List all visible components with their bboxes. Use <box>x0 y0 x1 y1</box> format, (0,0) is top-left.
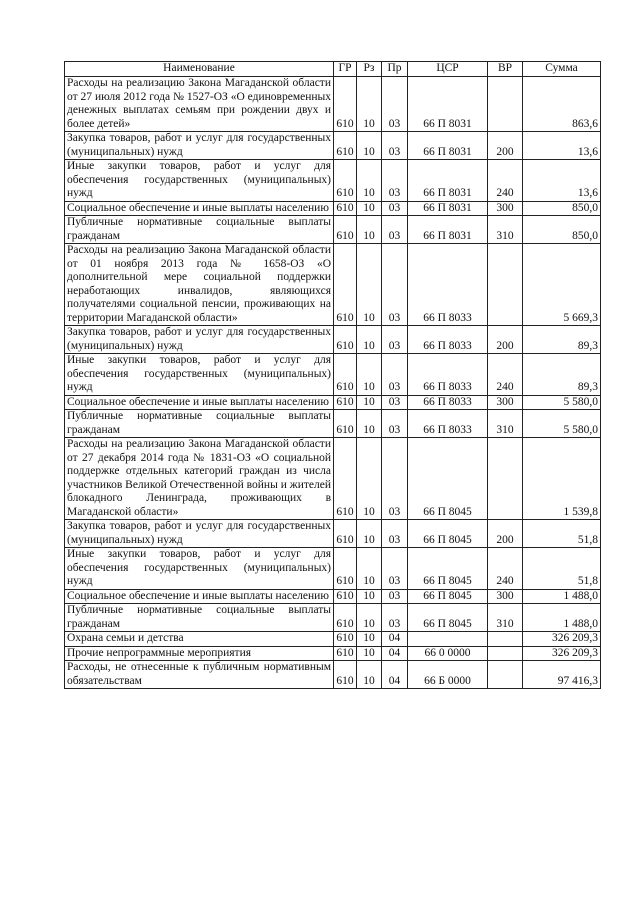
cell-rz: 10 <box>357 395 382 410</box>
cell-name: Расходы, не отнесенные к публичным нормативным обязательствам <box>65 661 334 689</box>
table-row <box>65 548 601 590</box>
cell-gr: 610 <box>334 646 357 661</box>
table-row <box>65 604 601 632</box>
cell-name: Публичные нормативные социальные выплаты гражданам <box>65 216 334 244</box>
cell-pr: 03 <box>382 395 408 410</box>
cell-pr: 03 <box>382 326 408 354</box>
table-row <box>65 132 601 160</box>
cell-gr: 610 <box>334 438 357 520</box>
cell-pr: 03 <box>382 410 408 438</box>
table-row <box>65 661 601 689</box>
table-row <box>65 77 601 132</box>
cell-gr: 610 <box>334 548 357 590</box>
cell-pr: 03 <box>382 77 408 132</box>
cell-csr: 66 П 8045 <box>408 604 488 632</box>
cell-sum: 51,8 <box>523 520 601 548</box>
cell-rz: 10 <box>357 520 382 548</box>
cell-name: Расходы на реализацию Закона Магаданской области от 27 декабря 2014 года № 1831-ОЗ «О социальной поддержке отдельных категорий граждан из числа участников Великой Отечественной войны и жителей блокадного Ленинграда, проживающих в Магаданской области» <box>65 438 334 520</box>
cell-name: Иные закупки товаров, работ и услуг для обеспечения государственных (муниципальных) нужд <box>65 160 334 202</box>
header-rz: Рз <box>357 62 382 77</box>
table-row <box>65 160 601 202</box>
cell-name: Расходы на реализацию Закона Магаданской области от 27 июля 2012 года № 1527-ОЗ «О единовременных денежных выплатах семьям при рождении двух и более детей» <box>65 77 334 132</box>
header-name: Наименование <box>65 62 334 77</box>
cell-pr: 03 <box>382 216 408 244</box>
cell-name: Социальное обеспечение и иные выплаты населению <box>65 589 334 604</box>
cell-csr <box>408 632 488 647</box>
cell-csr: 66 П 8031 <box>408 216 488 244</box>
cell-vr: 240 <box>488 548 523 590</box>
cell-gr: 610 <box>334 604 357 632</box>
cell-csr: 66 П 8033 <box>408 244 488 326</box>
cell-vr <box>488 438 523 520</box>
cell-csr: 66 П 8031 <box>408 132 488 160</box>
cell-rz: 10 <box>357 77 382 132</box>
cell-name: Социальное обеспечение и иные выплаты населению <box>65 395 334 410</box>
cell-name: Социальное обеспечение и иные выплаты населению <box>65 201 334 216</box>
cell-gr: 610 <box>334 244 357 326</box>
cell-csr: 66 П 8033 <box>408 410 488 438</box>
cell-sum: 97 416,3 <box>523 661 601 689</box>
cell-csr: 66 П 8031 <box>408 160 488 202</box>
cell-name: Публичные нормативные социальные выплаты гражданам <box>65 604 334 632</box>
cell-gr: 610 <box>334 410 357 438</box>
cell-vr: 200 <box>488 520 523 548</box>
table-row <box>65 201 601 216</box>
cell-pr: 03 <box>382 160 408 202</box>
cell-rz: 10 <box>357 548 382 590</box>
table-row <box>65 410 601 438</box>
cell-vr: 200 <box>488 326 523 354</box>
cell-pr: 04 <box>382 632 408 647</box>
header-gr: ГР <box>334 62 357 77</box>
cell-gr: 610 <box>334 589 357 604</box>
table-row <box>65 354 601 396</box>
cell-csr: 66 П 8045 <box>408 589 488 604</box>
cell-pr: 04 <box>382 646 408 661</box>
budget-table <box>64 61 601 689</box>
cell-csr: 66 П 8045 <box>408 548 488 590</box>
cell-sum: 5 669,3 <box>523 244 601 326</box>
cell-gr: 610 <box>334 160 357 202</box>
cell-sum: 326 209,3 <box>523 646 601 661</box>
cell-vr: 300 <box>488 589 523 604</box>
cell-vr <box>488 646 523 661</box>
cell-rz: 10 <box>357 201 382 216</box>
cell-csr: 66 0 0000 <box>408 646 488 661</box>
cell-vr: 240 <box>488 354 523 396</box>
cell-rz: 10 <box>357 244 382 326</box>
header-row <box>65 62 601 77</box>
cell-sum: 1 539,8 <box>523 438 601 520</box>
cell-pr: 03 <box>382 201 408 216</box>
cell-pr: 03 <box>382 548 408 590</box>
cell-sum: 850,0 <box>523 216 601 244</box>
cell-sum: 5 580,0 <box>523 410 601 438</box>
cell-sum: 1 488,0 <box>523 604 601 632</box>
table-row <box>65 646 601 661</box>
cell-pr: 03 <box>382 604 408 632</box>
cell-csr: 66 П 8033 <box>408 354 488 396</box>
cell-vr <box>488 244 523 326</box>
cell-vr: 310 <box>488 410 523 438</box>
header-vr: ВР <box>488 62 523 77</box>
cell-csr: 66 П 8045 <box>408 520 488 548</box>
table-row <box>65 216 601 244</box>
cell-gr: 610 <box>334 661 357 689</box>
cell-name: Иные закупки товаров, работ и услуг для обеспечения государственных (муниципальных) нужд <box>65 354 334 396</box>
cell-vr: 310 <box>488 604 523 632</box>
cell-rz: 10 <box>357 326 382 354</box>
cell-csr: 66 П 8033 <box>408 395 488 410</box>
cell-gr: 610 <box>334 632 357 647</box>
cell-rz: 10 <box>357 589 382 604</box>
cell-pr: 03 <box>382 589 408 604</box>
cell-sum: 89,3 <box>523 354 601 396</box>
cell-vr: 300 <box>488 201 523 216</box>
cell-sum: 5 580,0 <box>523 395 601 410</box>
cell-name: Охрана семьи и детства <box>65 632 334 647</box>
cell-gr: 610 <box>334 395 357 410</box>
cell-name: Закупка товаров, работ и услуг для государственных (муниципальных) нужд <box>65 132 334 160</box>
cell-pr: 03 <box>382 132 408 160</box>
cell-gr: 610 <box>334 326 357 354</box>
cell-gr: 610 <box>334 216 357 244</box>
cell-pr: 03 <box>382 438 408 520</box>
table-row <box>65 244 601 326</box>
cell-sum: 13,6 <box>523 132 601 160</box>
cell-sum: 13,6 <box>523 160 601 202</box>
cell-gr: 610 <box>334 132 357 160</box>
cell-csr: 66 П 8031 <box>408 201 488 216</box>
cell-sum: 51,8 <box>523 548 601 590</box>
cell-rz: 10 <box>357 661 382 689</box>
cell-csr: 66 П 8033 <box>408 326 488 354</box>
cell-rz: 10 <box>357 354 382 396</box>
cell-sum: 326 209,3 <box>523 632 601 647</box>
cell-sum: 89,3 <box>523 326 601 354</box>
cell-gr: 610 <box>334 201 357 216</box>
cell-vr: 300 <box>488 395 523 410</box>
table-row <box>65 395 601 410</box>
cell-pr: 03 <box>382 354 408 396</box>
cell-gr: 610 <box>334 520 357 548</box>
cell-rz: 10 <box>357 410 382 438</box>
table-row <box>65 632 601 647</box>
cell-vr <box>488 661 523 689</box>
cell-gr: 610 <box>334 354 357 396</box>
cell-rz: 10 <box>357 632 382 647</box>
table-row <box>65 589 601 604</box>
cell-csr: 66 П 8031 <box>408 77 488 132</box>
cell-name: Закупка товаров, работ и услуг для государственных (муниципальных) нужд <box>65 520 334 548</box>
cell-rz: 10 <box>357 216 382 244</box>
cell-name: Публичные нормативные социальные выплаты гражданам <box>65 410 334 438</box>
header-pr: Пр <box>382 62 408 77</box>
cell-pr: 03 <box>382 244 408 326</box>
header-sum: Сумма <box>523 62 601 77</box>
cell-vr: 200 <box>488 132 523 160</box>
cell-name: Закупка товаров, работ и услуг для государственных (муниципальных) нужд <box>65 326 334 354</box>
cell-rz: 10 <box>357 646 382 661</box>
cell-rz: 10 <box>357 438 382 520</box>
table-row <box>65 326 601 354</box>
cell-name: Прочие непрограммные мероприятия <box>65 646 334 661</box>
cell-pr: 04 <box>382 661 408 689</box>
cell-vr: 310 <box>488 216 523 244</box>
cell-rz: 10 <box>357 604 382 632</box>
cell-name: Расходы на реализацию Закона Магаданской области от 01 ноября 2013 года № 1658-ОЗ «О дополнительной мере социальной поддержки неработающих инвалидов, являющихся получателями социальной пенсии, проживающих на территории Магаданской области» <box>65 244 334 326</box>
cell-rz: 10 <box>357 160 382 202</box>
cell-sum: 850,0 <box>523 201 601 216</box>
cell-sum: 1 488,0 <box>523 589 601 604</box>
cell-csr: 66 П 8045 <box>408 438 488 520</box>
header-csr: ЦСР <box>408 62 488 77</box>
cell-csr: 66 Б 0000 <box>408 661 488 689</box>
cell-sum: 863,6 <box>523 77 601 132</box>
cell-pr: 03 <box>382 520 408 548</box>
cell-name: Иные закупки товаров, работ и услуг для обеспечения государственных (муниципальных) нужд <box>65 548 334 590</box>
cell-vr: 240 <box>488 160 523 202</box>
table-row <box>65 520 601 548</box>
cell-vr <box>488 77 523 132</box>
table-body <box>65 77 601 689</box>
cell-rz: 10 <box>357 132 382 160</box>
cell-vr <box>488 632 523 647</box>
table-row <box>65 438 601 520</box>
cell-gr: 610 <box>334 77 357 132</box>
